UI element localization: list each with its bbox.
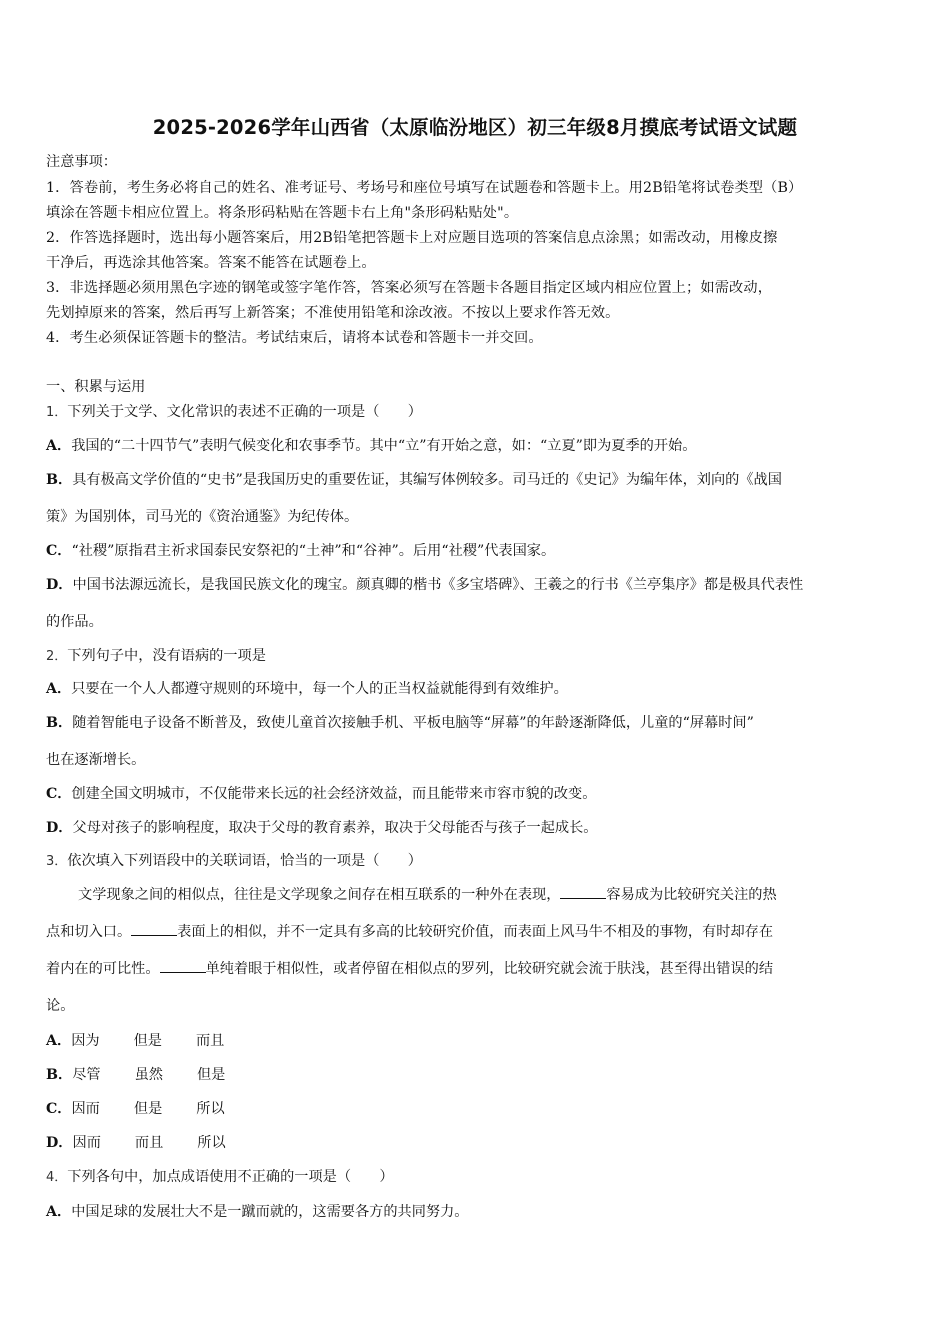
option-label: C． [46,786,72,802]
passage-text: 文学现象之间的相似点，往往是文学现象之间存在相互联系的一种外在表现， [78,887,561,903]
question-1-option-c [46,540,555,560]
question-2-option-b-cont: 也在逐渐增长。 [46,752,146,768]
option-text: 中国足球的发展壮大不是一蹴而就的，这需要各方的共同努力。 [71,1204,469,1220]
option-label: A． [46,438,72,454]
fill-blank[interactable] [160,960,206,973]
question-number: 3． [46,854,68,869]
option-text: 中国书法源远流长，是我国民族文化的瑰宝。颜真卿的楷书《多宝塔碑》、王羲之的行书《兰亭集序》都是极具代表性 [72,577,804,593]
question-3-option-d [46,1132,226,1152]
fill-blank[interactable] [131,923,177,936]
passage-line [46,921,773,941]
option-label: C． [46,1101,72,1117]
option-word: 所以 [197,1135,226,1151]
option-text: “社稷”原指君主祈求国泰民安祭祀的“土神”和“谷神”。后用“社稷”代表国家。 [71,543,556,559]
question-4-option-a [46,1201,468,1221]
option-word: 尽管 [72,1067,101,1083]
question-3-option-c [46,1098,225,1118]
option-label: B． [46,715,73,731]
passage-line: 论。 [46,998,75,1014]
option-label: D． [46,577,73,593]
passage-text: 表面上的相似，并不一定具有多高的比较研究价值，而表面上风马牛不相及的事物，有时却存在 [177,924,774,940]
question-3-stem [46,850,422,870]
option-text: 我国的“二十四节气”表明气候变化和农事季节。其中“立”有开始之意，如：“立夏”即为夏季的开始。 [71,438,697,454]
question-number: 1． [46,405,68,420]
passage-text: 点和切入口。 [46,924,132,940]
option-word: 而且 [195,1033,225,1049]
question-2-stem [46,645,266,665]
question-3-option-b [46,1064,225,1084]
question-4-stem [46,1166,394,1186]
question-1-option-d [46,574,803,594]
question-text: 依次填入下列语段中的关联词语，恰当的一项是（ ） [67,853,422,869]
question-2-option-b [46,712,754,732]
notice-line: 干净后，再选涂其他答案。答案不能答在试题卷上。 [46,255,376,271]
question-number: 4． [46,1170,68,1185]
question-1-option-d-cont: 的作品。 [46,614,103,630]
question-1-option-b [46,469,782,489]
question-2-option-a [46,678,568,698]
notice-line: 2．作答选择题时，选出每小题答案后，用2B铅笔把答题卡上对应题目选项的答案信息点涂黑；如需改动，用橡皮擦 [46,230,778,246]
question-2-option-c [46,783,596,803]
passage-text: 单纯着眼于相似性，或者停留在相似点的罗列，比较研究就会流于肤浅，甚至得出错误的结 [205,961,774,977]
question-number: 2． [46,649,68,664]
notice-line: 先划掉原来的答案，然后再写上新答案；不准使用铅笔和涂改液。不按以上要求作答无效。 [46,305,620,321]
notice-line: 填涂在答题卡相应位置上。将条形码粘贴在答题卡右上角"条形码粘贴处"。 [46,205,519,221]
option-text: 随着智能电子设备不断普及，致使儿童首次接触手机、平板电脑等“屏幕”的年龄逐渐降低，儿童的“屏幕时间” [72,715,754,731]
section-heading: 一、积累与运用 [46,379,146,395]
notice-line: 1．答卷前，考生务必将自己的姓名、准考证号、考场号和座位号填写在试题卷和答题卡上。用2B铅笔将试卷类型（B） [46,180,803,196]
option-label: A． [46,1033,72,1049]
question-1-option-a [46,435,696,455]
option-text: 父母对孩子的影响程度，取决于父母的教育素养，取决于父母能否与孩子一起成长。 [72,820,598,836]
option-word: 虽然 [134,1067,163,1083]
option-label: B． [46,472,73,488]
option-label: A． [46,681,72,697]
option-word: 但是 [133,1101,163,1117]
option-word: 所以 [196,1101,225,1117]
question-1-option-b-cont: 策》为国别体，司马光的《资治通鉴》为纪传体。 [46,509,359,525]
option-text: 只要在一个人人都遵守规则的环境中，每一个人的正当权益就能得到有效维护。 [71,681,568,697]
option-label: D． [46,820,73,836]
notice-line: 4．考生必须保证答题卡的整洁。考试结束后，请将本试卷和答题卡一并交回。 [46,330,543,346]
option-label: B． [46,1067,73,1083]
question-1-stem [46,401,422,421]
notice-line: 3．非选择题必须用黑色字迹的钢笔或签字笔作答，答案必须写在答题卡各题目指定区域内相应位置上；如需改动， [46,280,773,296]
question-text: 下列关于文学、文化常识的表述不正确的一项是（ ） [67,404,422,420]
page-title: 2025-2026学年山西省（太原临汾地区）初三年级8月摸底考试语文试题 [152,116,798,139]
question-text: 下列各句中，加点成语使用不正确的一项是（ ） [67,1169,394,1185]
option-label: A． [46,1204,72,1220]
passage-line [46,958,773,978]
option-label: D． [46,1135,73,1151]
passage-text: 容易成为比较研究关注的热 [606,887,777,903]
option-text: 创建全国文明城市，不仅能带来长远的社会经济效益，而且能带来市容市貌的改变。 [71,786,597,802]
option-text: 具有极高文学价值的“史书”是我国历史的重要佐证，其编写体例较多。司马迁的《史记》为编年体，刘向的《战国 [72,472,782,488]
option-word: 因而 [71,1101,100,1117]
option-word: 因而 [72,1135,101,1151]
notice-heading: 注意事项： [46,154,117,170]
option-word: 但是 [133,1033,162,1049]
option-word: 而且 [134,1135,164,1151]
passage-text: 着内在的可比性。 [46,961,160,977]
fill-blank[interactable] [560,886,606,899]
option-label: C． [46,543,72,559]
question-3-option-a [46,1030,224,1050]
passage-line [78,884,777,904]
option-word: 但是 [196,1067,226,1083]
question-text: 下列句子中，没有语病的一项是 [67,648,266,664]
question-2-option-d [46,817,597,837]
option-word: 因为 [71,1033,100,1049]
